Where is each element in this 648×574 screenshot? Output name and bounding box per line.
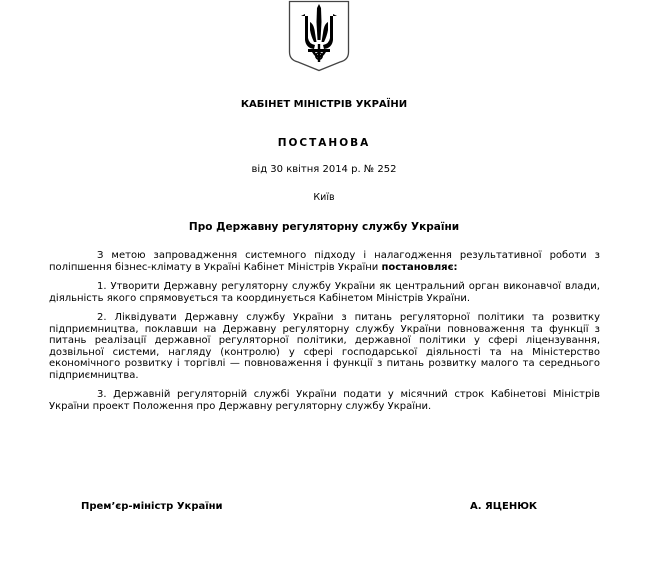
item-1-paragraph: 1. Утворити Державну регуляторну службу України як центральний орган виконавчої влади, діяльність якого спрямовується та координується Кабінетом Міністрів України.: [49, 281, 600, 304]
document-type: ПОСТАНОВА: [277, 137, 371, 149]
preamble-resolves: постановляє:: [381, 261, 458, 273]
issuing-authority: КАБІНЕТ МІНІСТРІВ УКРАЇНИ: [240, 99, 408, 110]
document-title: Про Державну регуляторну службу України: [188, 221, 460, 233]
signatory-position: Прем’єр-міністр України: [81, 501, 223, 512]
preamble-paragraph: [49, 250, 600, 273]
item-3-paragraph: 3. Державній регуляторній службі України подати у місячний строк Кабінетові Міністрів України проект Положення про Державну регуляторну службу України.: [49, 389, 600, 412]
preamble-text: З метою запровадження системного підходу і налагодження результативної роботи з поліпшення бізнес-клімату в Україні Кабінет Міністрів України: [49, 250, 600, 273]
ukraine-coat-of-arms-icon: [288, 0, 350, 72]
item-2-paragraph: 2. Ліквідувати Державну службу України з питань регуляторної політики та розвитку підприємництва, поклавши на Державну регуляторну службу України повноваження та функції з питань реалізації державної регуляторної політики, державної політики у сфері ліцензування, дозвільної системи, нагляду (контролю) у сфері господарської діяльності та на Міністерство економічного розвитку і торгівлі — повноваження і функції з питань розвитку малого та середнього підприємництва.: [49, 312, 600, 381]
date-and-number: від 30 квітня 2014 р. № 252: [251, 164, 397, 175]
signatory-name: А. ЯЦЕНЮК: [470, 501, 538, 512]
document-body: [49, 250, 600, 420]
city: Київ: [313, 192, 335, 203]
